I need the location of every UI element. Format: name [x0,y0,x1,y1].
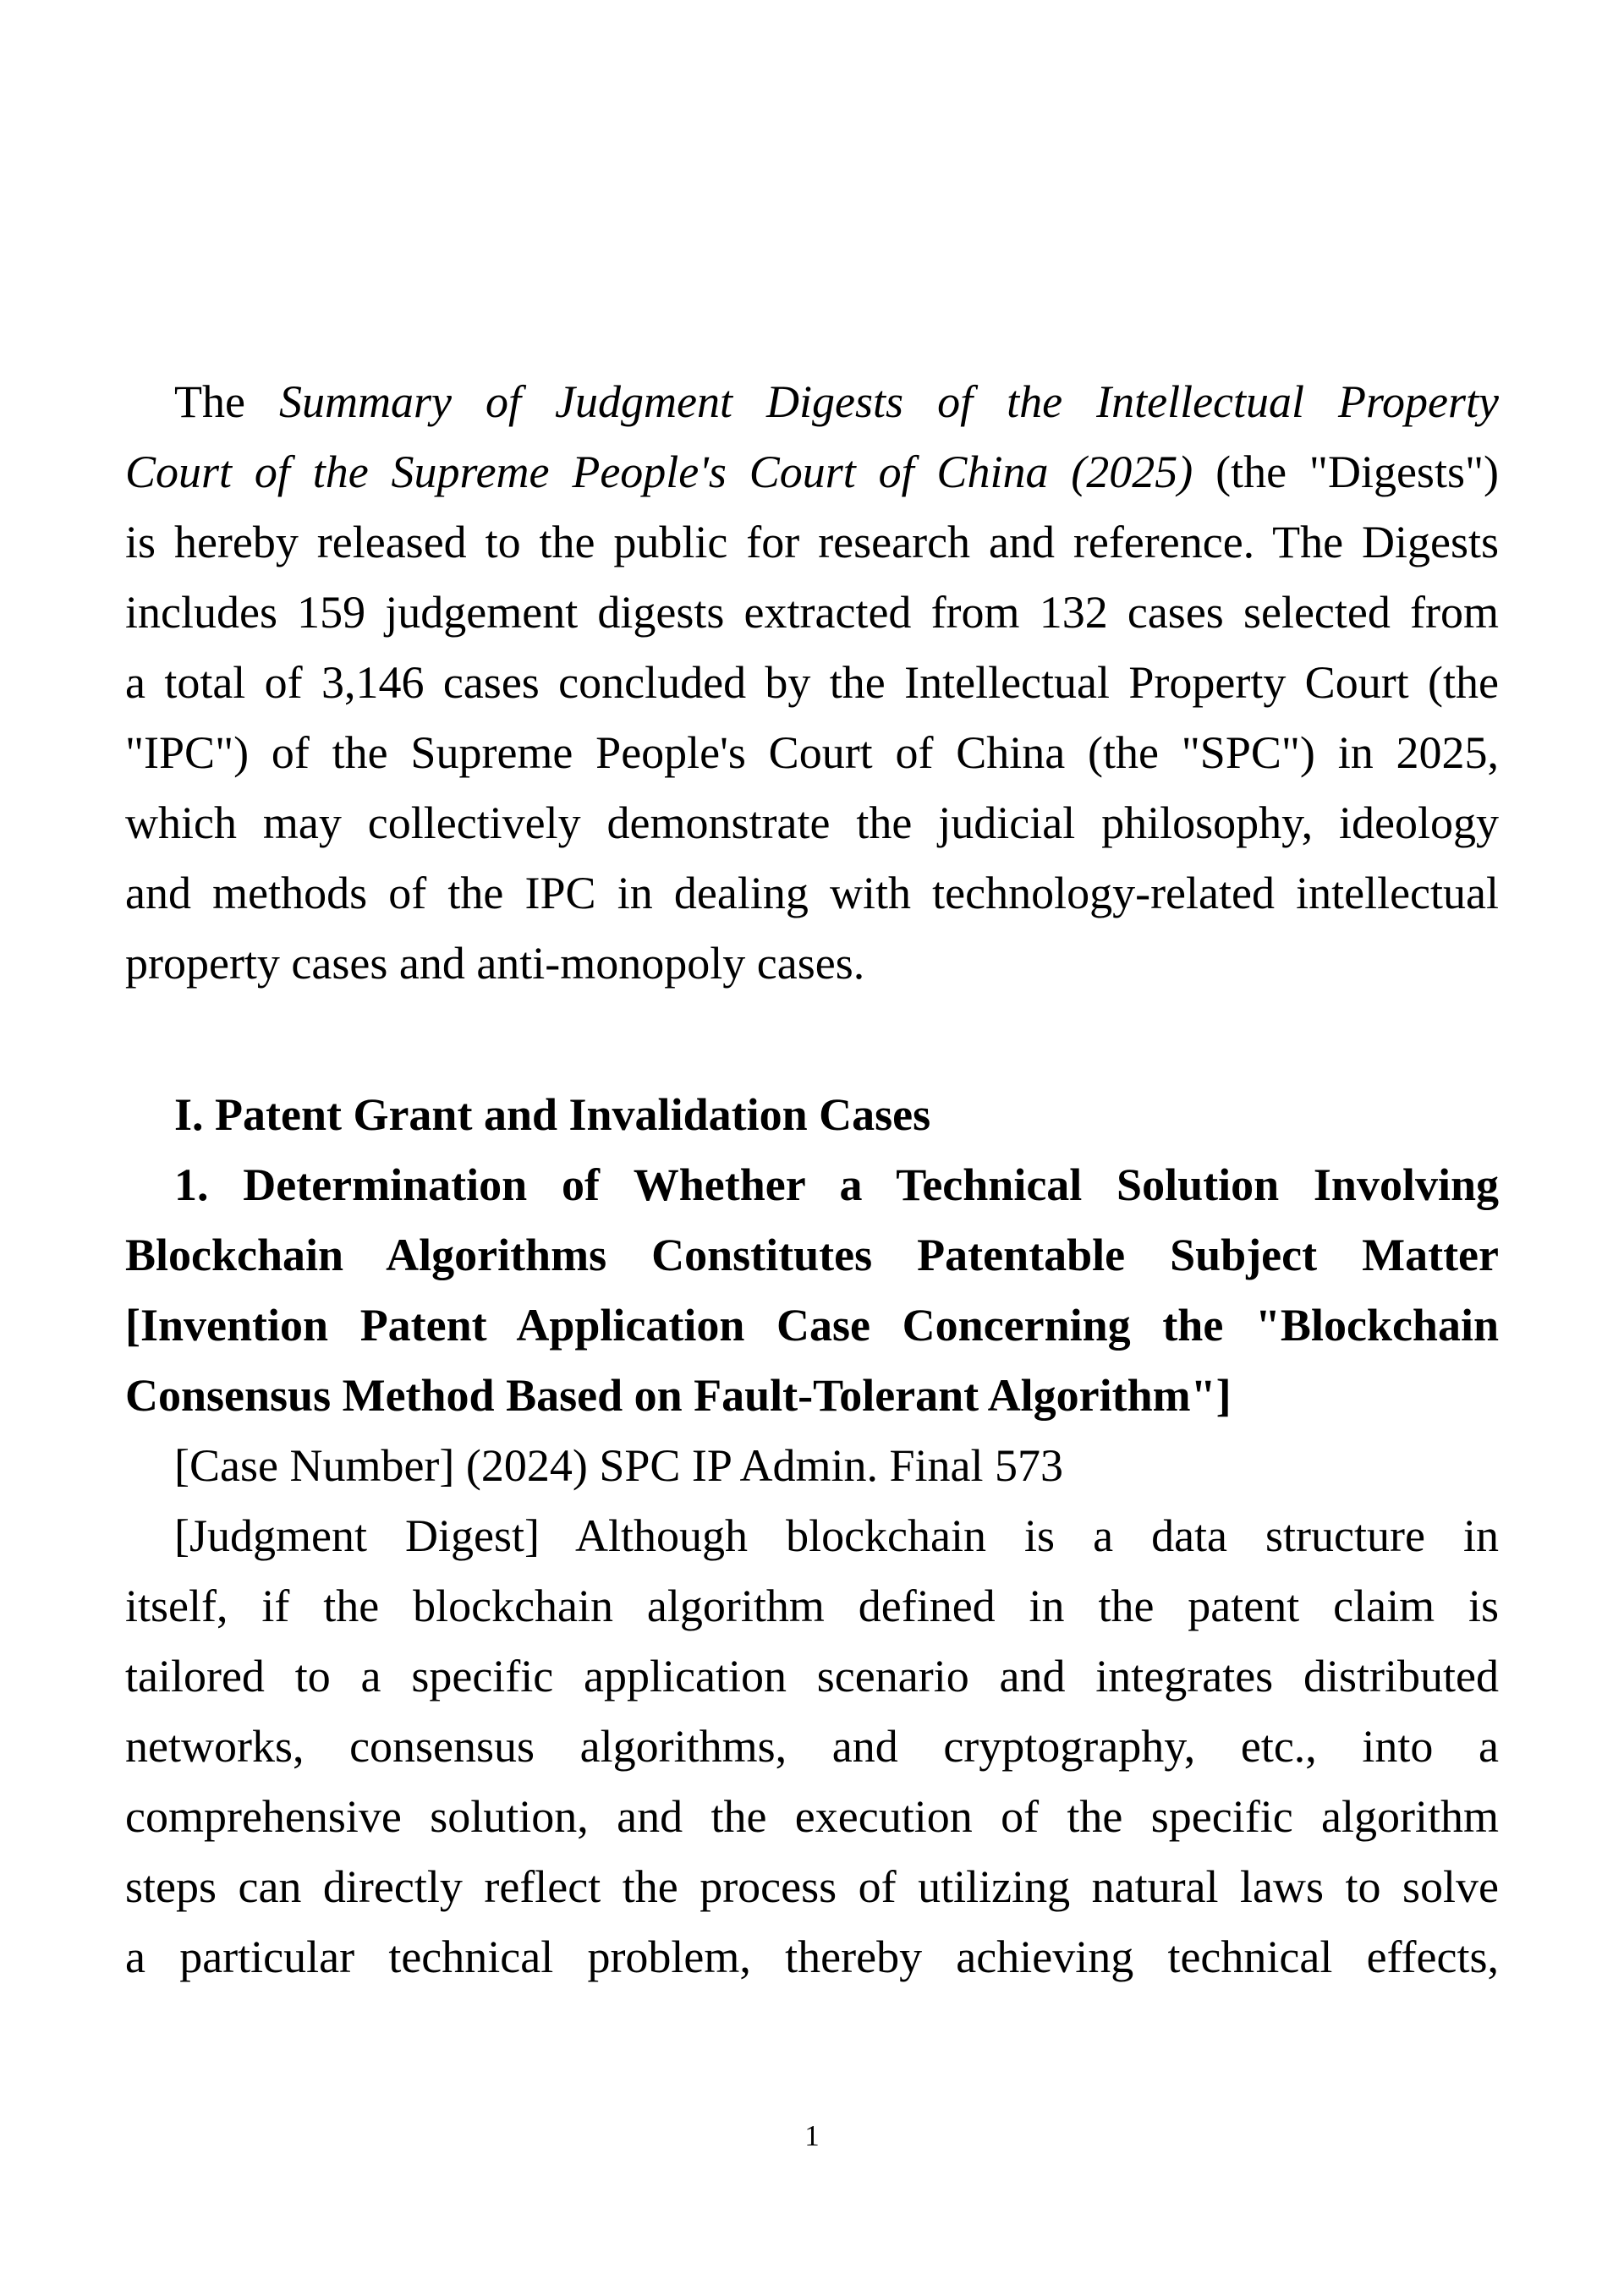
text-line [125,578,1499,648]
text-line [125,1571,1499,1641]
case-number [125,1431,1499,1501]
text-run: and methods of the IPC in dealing with technology-related intellectual [125,868,1499,918]
text-run: property cases and anti-monopoly cases. [125,938,865,989]
text-run: a total of 3,146 cases concluded by the Intellectual Property Court (the [125,657,1499,708]
text-line [125,507,1499,578]
text-line [125,367,1499,437]
section-heading [125,1080,1499,1150]
text-line [125,1922,1499,1992]
intro-paragraph [125,367,1499,999]
text-run: "IPC") of the Supreme People's Court of China (the "SPC") in 2025, [125,727,1499,778]
text-line [125,1150,1499,1220]
text-run: which may collectively demonstrate the judicial philosophy, ideology [125,797,1499,848]
text-run: steps can directly reflect the process of utilizing natural laws to solve [125,1861,1499,1912]
text-run: includes 159 judgement digests extracted from 132 cases selected from [125,587,1499,638]
text-line [125,1431,1499,1501]
text-line [125,1220,1499,1290]
document-body [125,367,1499,1992]
case-title [125,1150,1499,1431]
text-run: itself, if the blockchain algorithm defined in the patent claim is [125,1581,1499,1631]
text-line [125,648,1499,718]
text-run: (the "Digests") [1193,447,1499,497]
italic-text-run: Court of the Supreme People's Court of China (2025) [125,447,1193,497]
text-run: The [174,376,279,427]
text-run: 1. Determination of Whether a Technical Solution Involving [174,1159,1499,1210]
italic-text-run: Summary of Judgment Digests of the Intellectual Property [279,376,1499,427]
text-run: I. Patent Grant and Invalidation Cases [174,1089,931,1140]
text-line [125,1782,1499,1852]
text-line [125,1501,1499,1571]
text-run: is hereby released to the public for research and reference. The Digests [125,517,1499,567]
text-line [125,788,1499,858]
text-run: [Invention Patent Application Case Concerning the "Blockchain [125,1300,1499,1351]
text-line [125,1290,1499,1361]
text-line [125,718,1499,788]
text-run: networks, consensus algorithms, and cryptography, etc., into a [125,1721,1499,1772]
judgment-digest [125,1501,1499,1992]
text-run: [Judgment Digest] Although blockchain is a data structure in [174,1510,1499,1561]
text-line [125,1361,1499,1431]
text-line [125,1080,1499,1150]
text-run: comprehensive solution, and the execution of the specific algorithm [125,1791,1499,1842]
page-number: 1 [804,2119,820,2152]
text-run: a particular technical problem, thereby achieving technical effects, [125,1932,1499,1982]
text-run: Blockchain Algorithms Constitutes Patentable Subject Matter [125,1230,1499,1280]
text-run: [Case Number] (2024) SPC IP Admin. Final 573 [174,1440,1063,1491]
text-line [125,1641,1499,1712]
text-line [125,929,1499,999]
text-line [125,858,1499,929]
text-run: Consensus Method Based on Fault-Tolerant Algorithm"] [125,1370,1232,1421]
text-line [125,1852,1499,1922]
text-run: tailored to a specific application scenario and integrates distributed [125,1651,1499,1701]
text-line [125,437,1499,507]
text-line [125,1712,1499,1782]
